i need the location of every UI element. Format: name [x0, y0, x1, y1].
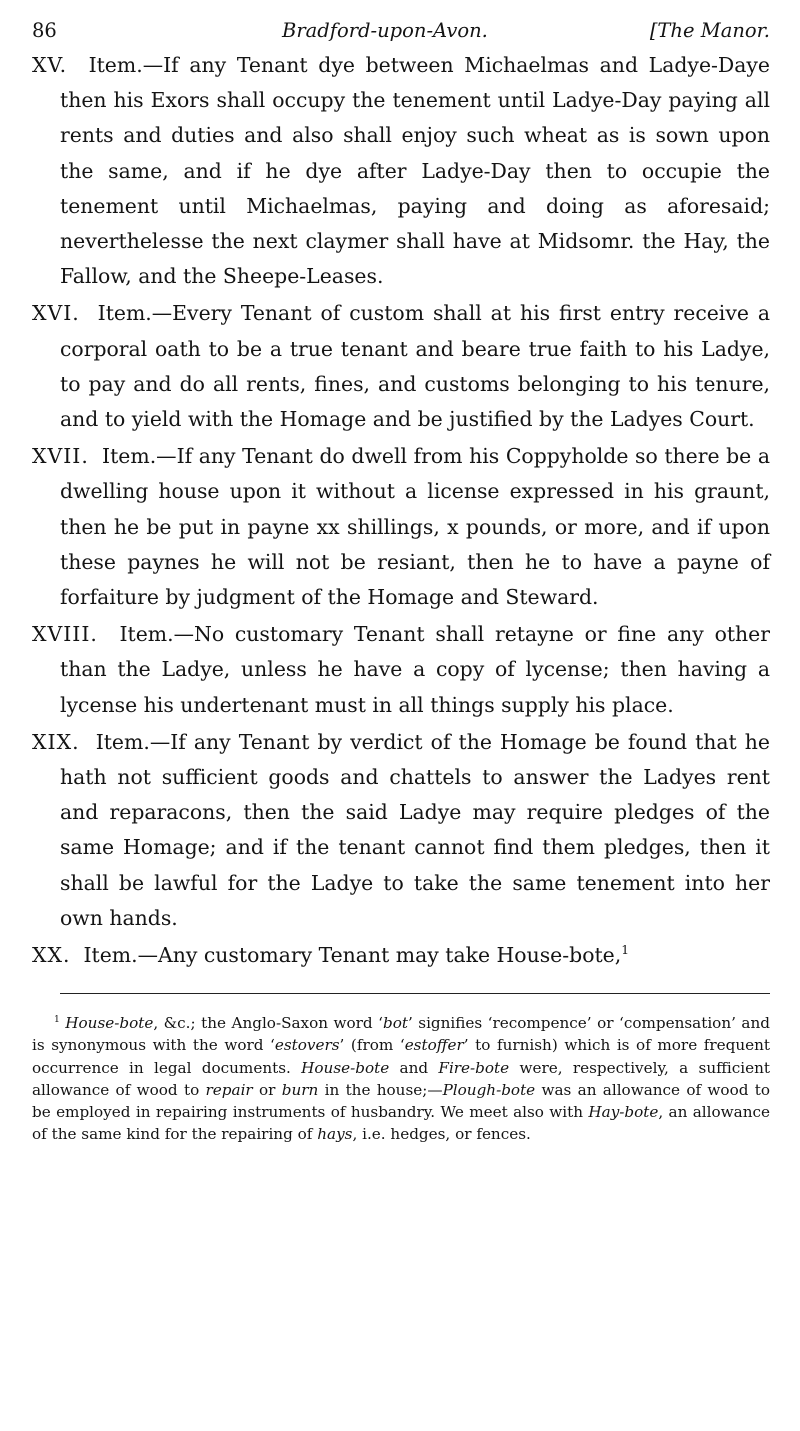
footnote-text: ’ signifies ‘recompence’ or ‘compensation’ and is synonymous with the word ‘ — [32, 1014, 770, 1055]
footnote-text: or — [252, 1080, 282, 1099]
footnote-term: repair — [205, 1080, 253, 1099]
footnote-text: in the house;— — [318, 1080, 443, 1099]
item-xv — [32, 48, 770, 294]
item-numeral: XVI. — [32, 301, 80, 326]
footnote-text: , an allowance of the same kind for the repairing of — [32, 1103, 770, 1144]
footnote-reference[interactable]: 1 — [621, 943, 630, 958]
footnote-text: were, respectively, a sufficient allowance of wood to — [32, 1058, 771, 1099]
item-text: Item.—Any customary Tenant may take House-bote, — [83, 943, 622, 968]
footnote-divider — [60, 993, 770, 994]
item-numeral: XX. — [32, 943, 71, 968]
item-text: Item.—If any Tenant dye between Michaelmas and Ladye-Daye then his Exors shall occupy the tenement until Ladye-Day paying all rents and duties and also shall enjoy such wheat as is sown upon the same, and if he dye after Ladye-Day then to occupie the tenement until Michaelmas, paying and doing as aforesaid; neverthelesse the next claymer shall have at Midsomr. the Hay, the Fallow, and the Sheepe-Leases. — [60, 53, 771, 289]
footnote-marker: 1 — [54, 1015, 60, 1026]
footnote-term: House-bote — [301, 1058, 390, 1077]
item-text: Item.—If any Tenant do dwell from his Coppyholde so there be a dwelling house upon it without a license expressed in his graunt, then he be put in payne xx shillings, x pounds, or more, and if upon these paynes he will not be resiant, then he to have a payne of forfaiture by judgment of the Homage and Steward. — [60, 444, 770, 610]
running-head — [32, 14, 770, 48]
footnote-text: and — [389, 1058, 439, 1077]
item-xx — [32, 938, 770, 973]
running-title: Bradford-upon-Avon. — [282, 19, 488, 42]
item-numeral: XIX. — [32, 729, 80, 754]
footnote-term: Fire-bote — [438, 1058, 510, 1077]
section-label: [The Manor. — [649, 19, 770, 42]
footnote-text: , i.e. hedges, or fences. — [352, 1125, 531, 1144]
footnote-term: estovers — [274, 1036, 340, 1055]
footnote-term: bot — [382, 1014, 408, 1033]
footnote-term: Hay-bote — [588, 1103, 659, 1122]
footnote-term: hays — [317, 1125, 353, 1144]
footnote — [32, 1012, 770, 1145]
item-xix — [32, 725, 770, 936]
item-text: Item.—If any Tenant by verdict of the Homage be found that he hath not sufficient goods and chattels to answer the Ladyes rent and reparacons, then the said Ladye may require pledges of the same Homage; and if the tenant cannot find them pledges, then it shall be lawful for the Ladye to take the same tenement into her own hands. — [60, 729, 770, 930]
item-text: Item.—No customary Tenant shall retayne or fine any other than the Ladye, unless he have a copy of lycense; then having a lycense his undertenant must in all things supply his place. — [60, 622, 770, 717]
item-numeral: XV. — [32, 53, 68, 77]
footnote-text: ’ (from ‘ — [339, 1036, 405, 1055]
footnote-text: , &c.; the Anglo-Saxon word ‘ — [153, 1014, 383, 1033]
item-numeral: XVIII. — [32, 622, 98, 647]
footnote-text: ’ to furnish) which is of more frequent occurrence in legal documents. — [32, 1036, 770, 1077]
footnote-term: burn — [281, 1080, 319, 1099]
footnote-term: House-bote — [65, 1014, 154, 1033]
item-xviii — [32, 617, 770, 723]
footnote-term: estoffer — [404, 1036, 464, 1055]
item-xvii — [32, 439, 770, 615]
item-numeral: XVII. — [32, 444, 89, 469]
footnote-term: Plough-bote — [442, 1080, 536, 1099]
custom-items — [32, 48, 770, 973]
footnote-text: was an allowance of wood to be employed in repairing instruments of husbandry. We meet also with — [32, 1080, 771, 1122]
item-xvi — [32, 296, 770, 437]
item-text: Item.—Every Tenant of custom shall at his first entry receive a corporal oath to be a true tenant and beare true faith to his Ladye, to pay and do all rents, fines, and customs belonging to his tenure, and to yield with the Homage and be justified by the Ladyes Court. — [60, 301, 771, 432]
page-number: 86 — [32, 19, 57, 42]
